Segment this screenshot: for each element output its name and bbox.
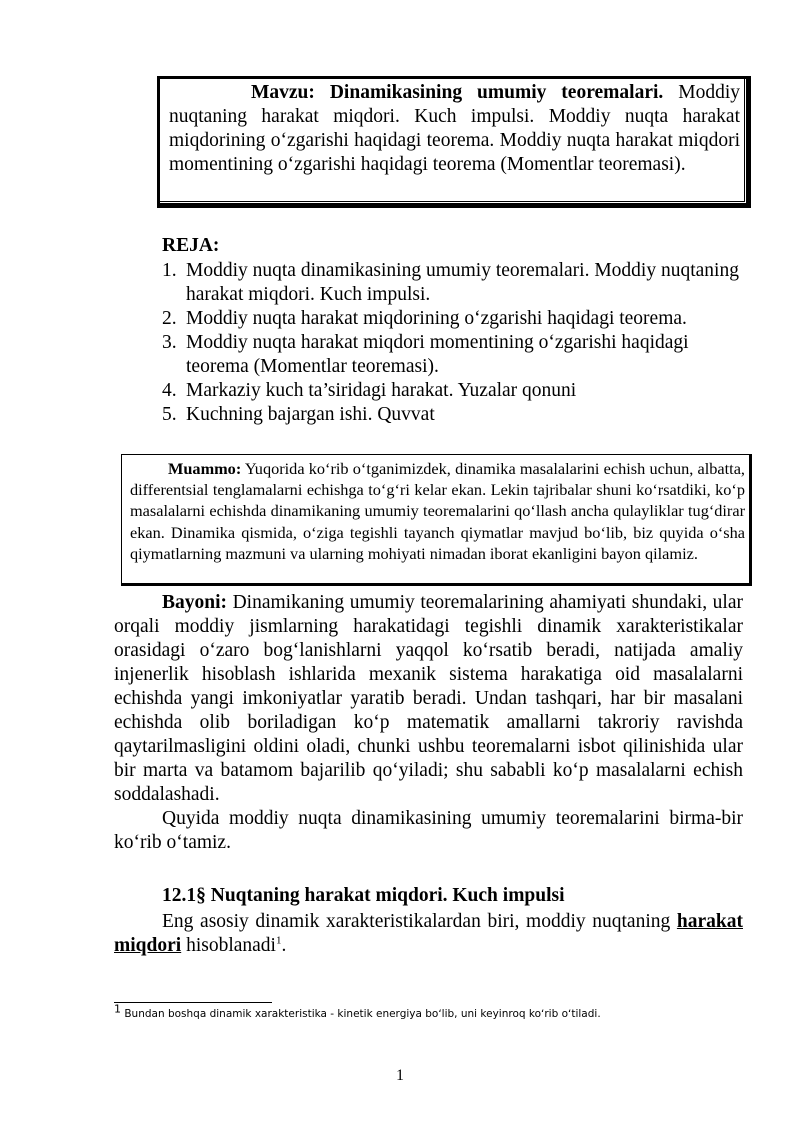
plan-item <box>162 331 752 379</box>
problem-text: Yuqorida koʻrib oʻtganimizdek, dinamika masalalarini echish uchun, albatta, differentsial tenglamalarni echishga toʻgʻri kelar ekan. Lekin tajribalar shuni koʻrsatdiki, koʻp masalalarni echishda dinamikaning umumiy teoremalarini qoʻllash ancha qulayliklar tugʻdirar ekan. Dinamika qismida, oʻziga tegishli tayanch qiymatlar mavjud boʻlib, biz quyida oʻsha qiymatlarning mazmuni va ularning mohiyati nimadan iborat ekanligini bayon qilamiz. <box>130 459 745 563</box>
problem-box <box>121 454 752 586</box>
problem-label: Muammo: <box>168 459 242 478</box>
explanation-label: Bayoni: <box>162 592 228 613</box>
plan-list <box>162 259 752 427</box>
section-title: 12.1§ Nuqtaning harakat miqdori. Kuch impulsi <box>162 885 565 906</box>
page-number: 1 <box>396 1067 404 1084</box>
plan-item-number: 5. <box>162 404 177 425</box>
topic-label: Mavzu: Dinamikasining umumiy teoremalari. <box>251 82 664 103</box>
plan-item <box>162 403 752 427</box>
section-end: . <box>281 935 287 956</box>
section-paragraph <box>114 910 743 958</box>
explanation-text: Dinamikaning umumiy teoremalarining ahamiyati shundaki, ular orqali moddiy jismlarning harakatidagi tegishli dinamik xarakteristikalar orasidagi oʻzaro bogʻlanishlarni yaqqol koʻrsatib beradi, natijada amaliy injenerlik hisoblash ishlarida mexanik sistema harakatiga oid masalalarni echishda yangi imkoniyatlar yaratib beradi. Undan tashqari, har bir masalani echishda olib boriladigan koʻp matematik amallarni takroriy ravishda qaytarilmasligini oldini oladi, chunki ushbu teoremalarni isbot qilinishida ular bir marta va batamom bajarilib qoʻyiladi; shu sababli koʻp masalalarni echish soddalashadi. <box>114 592 743 805</box>
topic-box <box>157 76 751 208</box>
explanation-next-paragraph: Quyida moddiy nuqta dinamikasining umumiy teoremalarini birma-bir koʻrib oʻtamiz. <box>114 808 743 853</box>
plan-item-text: Kuchning bajargan ishi. Quvvat <box>186 404 435 425</box>
footnote-separator <box>114 1002 272 1003</box>
plan-item-number: 1. <box>162 260 177 281</box>
footnote-number: 1 <box>114 1002 121 1016</box>
plan-title: REJA: <box>162 235 220 256</box>
section-tail: hisoblanadi <box>181 935 276 956</box>
plan-item-number: 2. <box>162 308 177 329</box>
plan-item-text: Markaziy kuch ta’siridagi harakat. Yuzalar qonuni <box>186 380 577 401</box>
plan-item <box>162 307 752 331</box>
section-intro <box>114 910 743 958</box>
topic-text: Moddiy nuqtaning harakat miqdori. Kuch impulsi. Moddiy nuqta harakat miqdorining oʻzgarishi haqidagi teorema. Moddiy nuqta harakat miqdori momentining oʻzgarishi haqidagi teorema (Momentlar teoremasi). <box>169 82 740 175</box>
plan-item-number: 4. <box>162 380 177 401</box>
plan-item <box>162 379 752 403</box>
explanation-paragraph <box>114 591 743 807</box>
plan-item-text: Moddiy nuqta harakat miqdorining oʻzgarishi haqidagi teorema. <box>186 308 687 329</box>
topic-paragraph <box>169 81 740 177</box>
footnote-reference[interactable]: 1 <box>275 934 282 947</box>
section-intro-text: Eng asosiy dinamik xarakteristikalardan biri, moddiy nuqtaning <box>162 911 677 932</box>
footnote <box>114 1002 601 1020</box>
plan-item <box>162 259 752 307</box>
footnote-text: Bundan boshqa dinamik xarakteristika - kinetik energiya boʻlib, uni keyinroq koʻrib oʻtiladi. <box>121 1008 601 1020</box>
plan-item-text: Moddiy nuqta harakat miqdori momentining oʻzgarishi haqidagi teorema (Momentlar teoremasi). <box>186 332 689 377</box>
plan-item-number: 3. <box>162 332 177 353</box>
explanation-section <box>114 591 743 855</box>
problem-paragraph <box>130 458 745 564</box>
plan-item-text: Moddiy nuqta dinamikasining umumiy teoremalari. Moddiy nuqtaning harakat miqdori. Kuch impulsi. <box>186 260 739 305</box>
section-term: harakat miqdori <box>114 911 743 956</box>
